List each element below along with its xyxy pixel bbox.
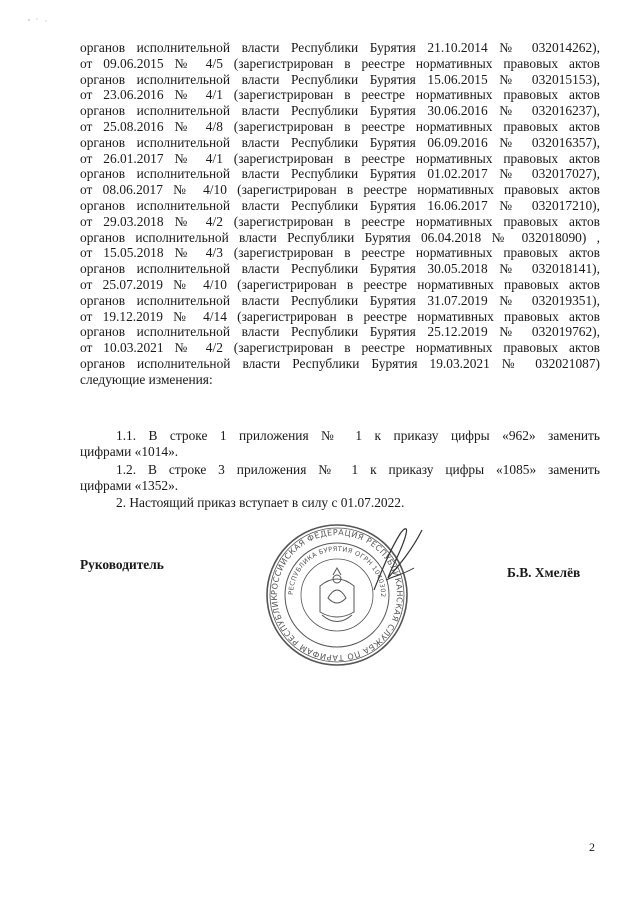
preamble-line: от 29.03.2018 № 4/2 (зарегистрирован в реестре нормативных правовых актов: [80, 213, 600, 229]
preamble-line: органов исполнительной власти Республики Бурятия 15.06.2015 № 032015153),: [80, 71, 600, 87]
preamble-line: от 15.05.2018 № 4/3 (зарегистрирован в реестре нормативных правовых актов: [80, 245, 600, 261]
preamble-line: от 19.12.2019 № 4/14 (зарегистрирован в реестре нормативных правовых актов: [80, 308, 600, 324]
preamble-line: от 23.06.2016 № 4/1 (зарегистрирован в реестре нормативных правовых актов: [80, 87, 600, 103]
preamble-line: органов исполнительной власти Республики Бурятия 30.06.2016 № 032016237),: [80, 103, 600, 119]
preamble-line: следующие изменения:: [80, 371, 213, 387]
handwritten-signature: [370, 520, 430, 600]
preamble-line: органов исполнительной власти Республики Бурятия 19.03.2021 № 032021087): [80, 355, 600, 371]
preamble-line: органов исполнительной власти Республики Бурятия 01.02.2017 № 032017027),: [80, 166, 600, 182]
preamble-line: органов исполнительной власти Республики Бурятия 31.07.2019 № 032019351),: [80, 292, 600, 308]
scan-specks: [26, 12, 56, 22]
preamble-line: от 09.06.2015 № 4/5 (зарегистрирован в реестре нормативных правовых актов: [80, 55, 600, 71]
amendment-preamble: [80, 40, 600, 388]
svg-text:РЕСПУБЛИКА БУРЯТИЯ ОГРН 104030: РЕСПУБЛИКА БУРЯТИЯ ОГРН 1040302: [286, 544, 388, 598]
svg-text:РОССИЙСКАЯ ФЕДЕРАЦИЯ РЕСПУБЛИК: РОССИЙСКАЯ ФЕДЕРАЦИЯ РЕСПУБЛИКАНСКАЯ СЛУЖБА ПО ТАРИФАМ РЕСПУБЛИК: [269, 527, 405, 663]
preamble-line: органов исполнительной власти Республики Бурятия 25.12.2019 № 032019762),: [80, 324, 600, 340]
preamble-line: от 08.06.2017 № 4/10 (зарегистрирован в реестре нормативных правовых актов: [80, 182, 600, 198]
preamble-line: органов исполнительной власти Республики Бурятия 21.10.2014 № 032014262),: [80, 40, 600, 55]
page-number: 2: [589, 840, 595, 854]
item-1-1-line1: 1.1. В строке 1 приложения № 1 к приказу цифры «962» заменить: [116, 428, 600, 443]
signatory-title: Руководитель: [80, 557, 164, 572]
preamble-line: от 26.01.2017 № 4/1 (зарегистрирован в реестре нормативных правовых актов: [80, 150, 600, 166]
item-1-2: [80, 462, 600, 494]
preamble-line: органов исполнительной власти Республики Бурятия 06.04.2018 № 032018090) ,: [80, 229, 600, 245]
item-1-1: [80, 428, 600, 460]
preamble-line: от 10.03.2021 № 4/2 (зарегистрирован в реестре нормативных правовых актов: [80, 340, 600, 356]
preamble-line: органов исполнительной власти Республики Бурятия 06.09.2016 № 032016357),: [80, 134, 600, 150]
preamble-line: органов исполнительной власти Республики Бурятия 30.05.2018 № 032018141),: [80, 261, 600, 277]
coat-of-arms-icon: [320, 568, 354, 622]
item-2-text: 2. Настоящий приказ вступает в силу с 01.07.2022.: [116, 495, 405, 510]
item-1-2-line2: цифрами «1352».: [80, 477, 179, 493]
item-1-2-line1: 1.2. В строке 3 приложения № 1 к приказу цифры «1085» заменить: [116, 462, 600, 477]
preamble-line: органов исполнительной власти Республики Бурятия 16.06.2017 № 032017210),: [80, 197, 600, 213]
item-2: [80, 495, 600, 511]
item-1-1-line2: цифрами «1014».: [80, 443, 179, 459]
preamble-line: от 25.07.2019 № 4/10 (зарегистрирован в реестре нормативных правовых актов: [80, 276, 600, 292]
signatory-name: Б.В. Хмелёв: [507, 565, 581, 580]
preamble-line: от 25.08.2016 № 4/8 (зарегистрирован в реестре нормативных правовых актов: [80, 118, 600, 134]
